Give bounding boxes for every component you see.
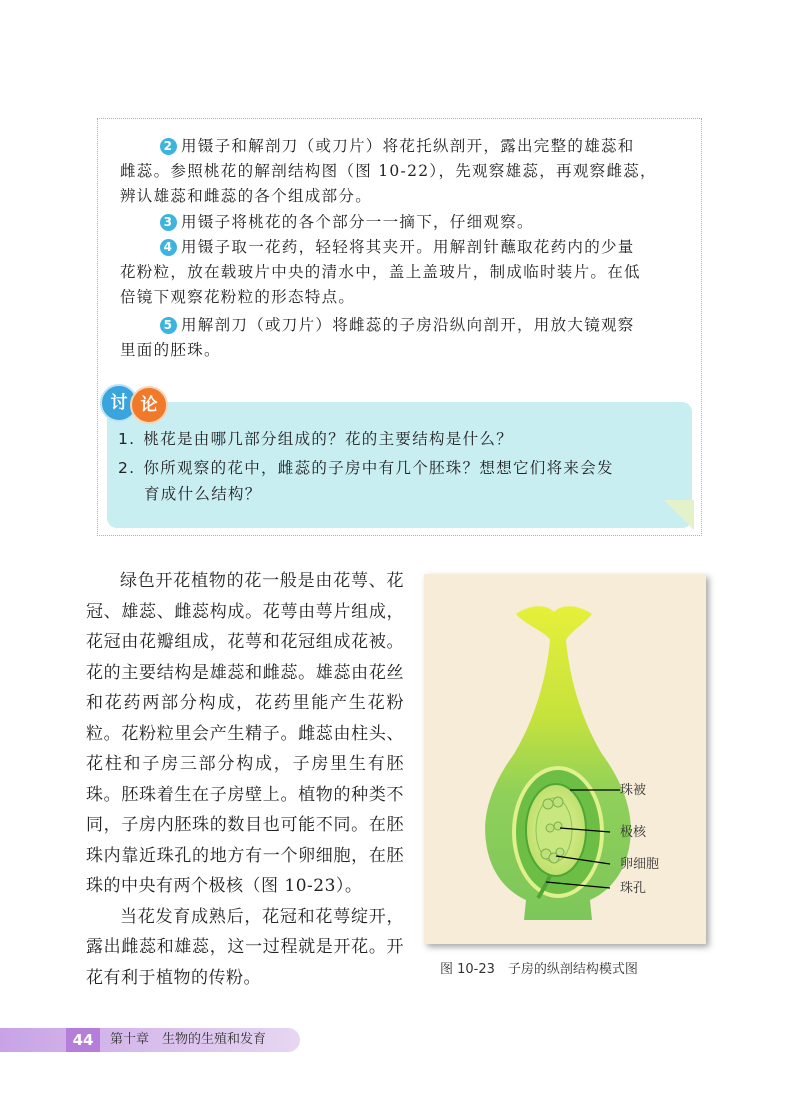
step-number-badge: 4: [160, 239, 177, 256]
step-number-badge: 2: [160, 138, 177, 155]
discussion-badge-lun: 论: [130, 386, 168, 424]
step-2: [120, 134, 680, 209]
ovary-diagram: [424, 574, 706, 944]
step-number-badge: 5: [160, 317, 177, 334]
question-number: 1.: [118, 430, 136, 448]
step-text-line: 花粉粒，放在载玻片中央的清水中，盖上盖玻片，制成临时装片。在低: [120, 263, 641, 281]
question-number: 2.: [118, 459, 136, 477]
step-5: [120, 313, 680, 363]
body-paragraph-2: 当花发育成熟后，花冠和花萼绽开，露出雌蕊和雄蕊，这一过程就是开花。开花有利于植物的传粉。: [86, 906, 404, 988]
discussion-badge-tao: 讨: [100, 384, 138, 422]
label-polar-nuclei: 极核: [620, 825, 647, 840]
figure-panel: [424, 574, 706, 944]
discussion-question-2: [118, 455, 688, 507]
chapter-title: 第十章 生物的生殖和发育: [110, 1032, 267, 1047]
step-text-line: 用解剖刀（或刀片）将雌蕊的子房沿纵向剖开，用放大镜观察: [181, 316, 635, 334]
page-number: 44: [66, 1028, 100, 1052]
step-text-line: 倍镜下观察花粉粒的形态特点。: [120, 288, 356, 306]
step-text-line: 辨认雄蕊和雌蕊的各个组成部分。: [120, 187, 373, 205]
step-3: [120, 210, 680, 235]
step-text-line: 雌蕊。参照桃花的解剖结构图（图 10-22），先观察雄蕊，再观察雌蕊，: [120, 162, 657, 180]
question-text: 桃花是由哪几部分组成的？花的主要结构是什么？: [143, 430, 513, 448]
question-text: 育成什么结构？: [144, 485, 262, 503]
question-text: 你所观察的花中，雌蕊的子房中有几个胚珠？想想它们将来会发: [143, 459, 614, 477]
step-number-badge: 3: [160, 214, 177, 231]
step-text-line: 里面的胚珠。: [120, 341, 221, 359]
step-text-line: 用镊子将桃花的各个部分一一摘下，仔细观察。: [181, 213, 534, 231]
step-text-line: 用镊子取一花药，轻轻将其夹开。用解剖针蘸取花药内的少量: [181, 238, 635, 256]
label-micropyle: 珠孔: [620, 881, 647, 896]
discussion-question-1: [118, 426, 688, 452]
label-integument: 珠被: [620, 783, 647, 798]
body-paragraph-1: 绿色开花植物的花一般是由花萼、花冠、雄蕊、雌蕊构成。花萼由萼片组成，花冠由花瓣组成，花萼和花冠组成花被。花的主要结构是雄蕊和雌蕊。雄蕊由花丝和花药两部分构成，花药里能产生花粉粒。花粉粒里会产生精子。雌蕊由柱头、花柱和子房三部分构成，子房里生有胚珠。胚珠着生在子房壁上。植物的种类不同，子房内胚珠的数目也可能不同。在胚珠内靠近珠孔的地方有一个卵细胞，在胚珠的中央有两个极核（图 10-23）。: [86, 571, 404, 896]
step-text-line: 用镊子和解剖刀（或刀片）将花托纵剖开，露出完整的雄蕊和: [181, 137, 635, 155]
figure-caption: 图 10-23 子房的纵剖结构模式图: [440, 962, 638, 977]
step-4: [120, 235, 680, 310]
label-egg-cell: 卵细胞: [620, 857, 660, 872]
body-text: [86, 566, 404, 993]
